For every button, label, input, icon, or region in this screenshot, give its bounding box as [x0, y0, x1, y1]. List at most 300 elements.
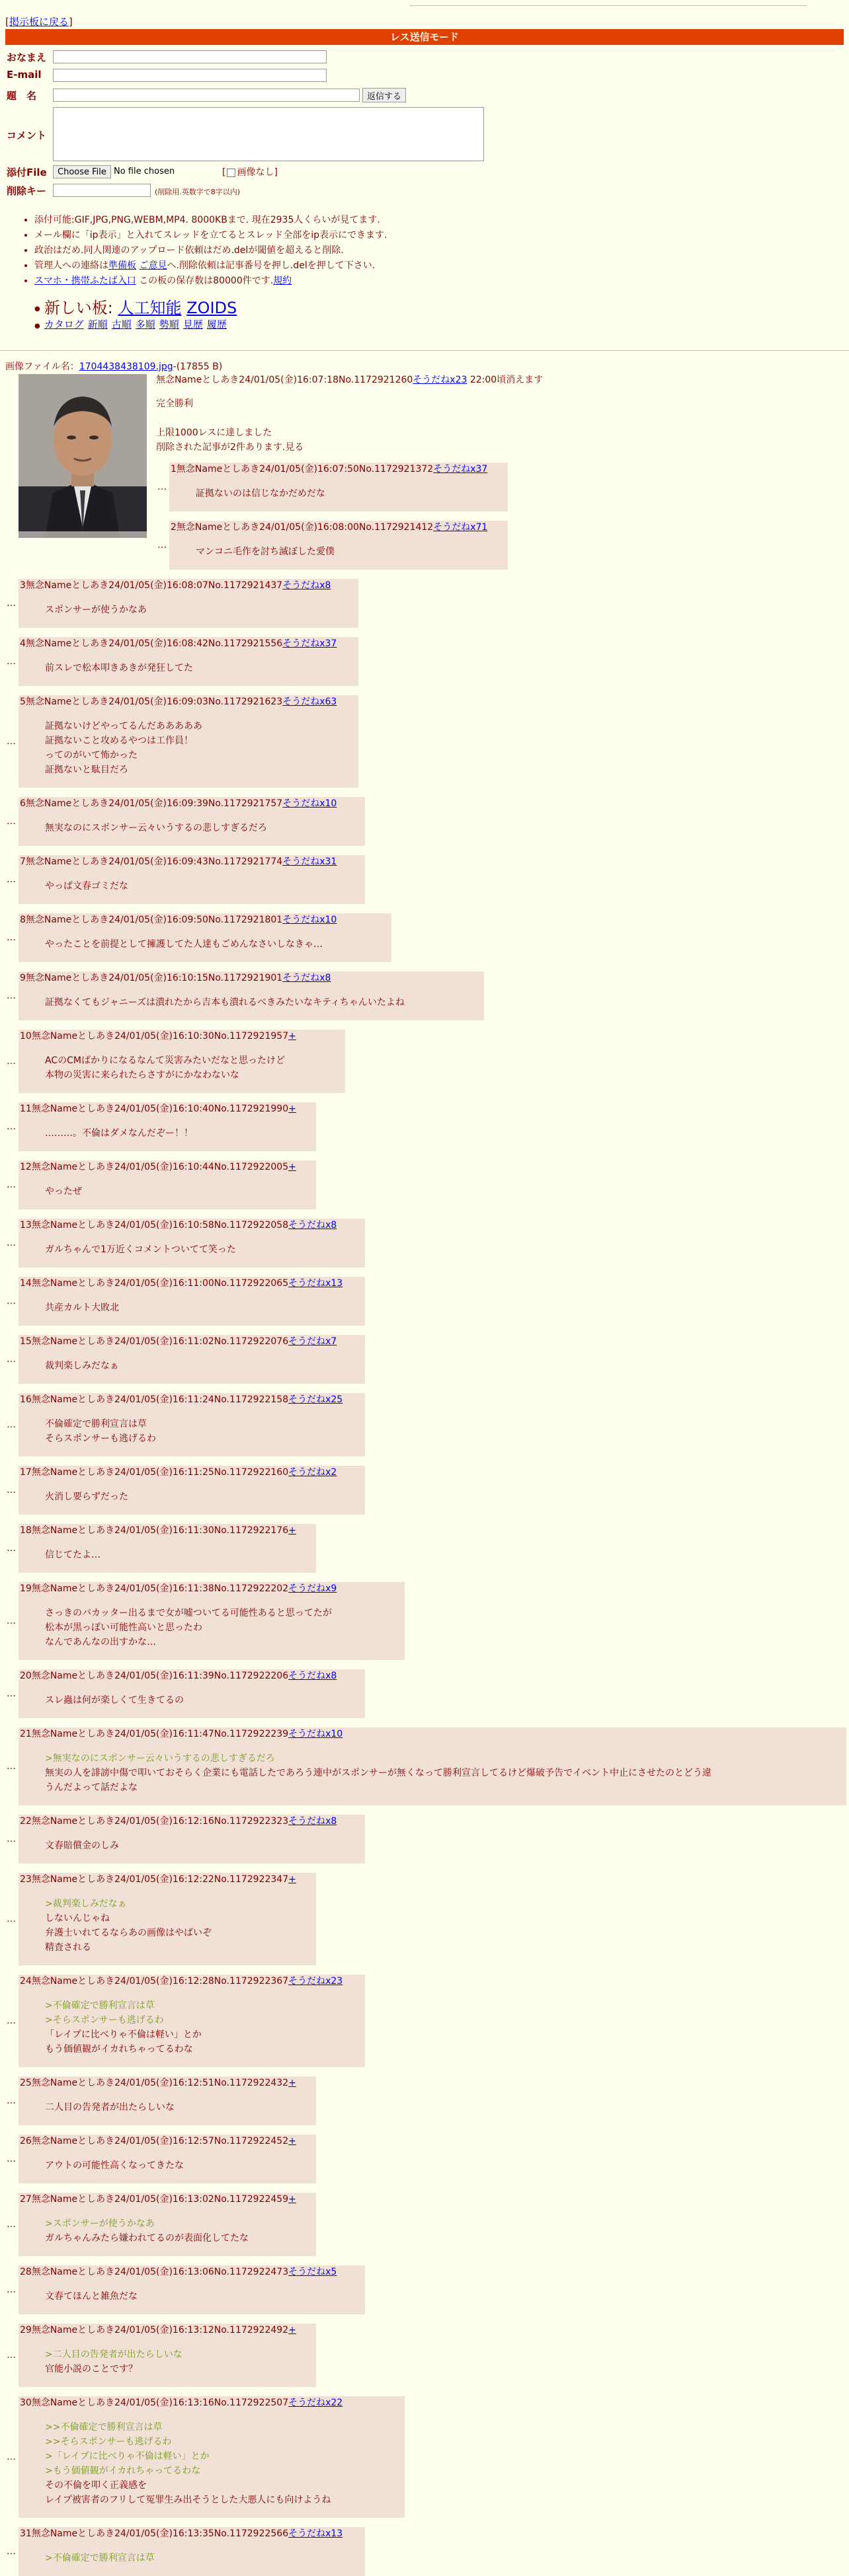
reply-header-text: 12無念Nameとしあき24/01/05(金)16:10:44No.1172922005: [20, 1162, 289, 1172]
reply-header-text: 13無念Nameとしあき24/01/05(金)16:10:58No.1172922058: [20, 1220, 289, 1231]
reply-line: 信じてたよ…: [45, 1550, 101, 1560]
reply-post: [19, 1727, 846, 1805]
reply-body: [19, 868, 365, 904]
reply-body: [19, 810, 365, 846]
reply-line: 官能小説のことです？: [45, 2364, 138, 2374]
reply-post: [19, 2076, 316, 2125]
reply-body: [19, 1828, 365, 1864]
delkey-input[interactable]: [53, 184, 151, 197]
reply-header-text: 27無念Nameとしあき24/01/05(金)16:13:02No.1172922459: [20, 2194, 289, 2205]
email-label: E-mail: [7, 69, 42, 81]
rule-text: へ.削除依頼は記事番号を押し.delを押して下さい.: [167, 260, 376, 271]
person-photo: [19, 374, 147, 538]
reply-post: [19, 1393, 365, 1457]
reply-line: >不倫確定で勝利宣言は草: [45, 2000, 155, 2011]
reply-body: [19, 2206, 316, 2256]
reply-header-text: 21無念Nameとしあき24/01/05(金)16:11:47No.1172922239: [20, 1729, 289, 1739]
new-board-zoids-link[interactable]: ZOIDS: [186, 299, 237, 317]
reply-header-text: 15無念Nameとしあき24/01/05(金)16:11:02No.1172922076: [20, 1336, 289, 1347]
reply-dots: …: [7, 2016, 16, 2026]
top-divider: [410, 5, 807, 6]
reply-body: [19, 2540, 365, 2576]
reply-line: >>不倫確定で勝利宣言は草: [45, 2422, 163, 2433]
reply-header-text: 6無念Nameとしあき24/01/05(金)16:09:39No.1172921757: [20, 798, 283, 809]
prep-board-link[interactable]: 準備板: [108, 260, 136, 271]
reply-dots: …: [7, 932, 16, 943]
reply-line: 証拠ないこと攻めるやつは工作員！: [45, 736, 193, 746]
reply-post: [19, 797, 365, 846]
reply-line: ………。不倫はダメなんだぞー！！: [45, 1128, 193, 1139]
op-body: [156, 397, 543, 455]
sort-many-link[interactable]: 多順: [135, 319, 155, 330]
reply-header: [19, 797, 365, 810]
sort-new-link[interactable]: 新順: [87, 319, 108, 330]
reply-line: >無実なのにスポンサー云々いうするの悲しすぎるだろ: [45, 1753, 275, 1764]
reply-body: [19, 927, 391, 962]
rule-item: • 添付可能:GIF,JPG,PNG,WEBM,MP4. 8000KBまで. 現在2935人くらいが見てます.: [34, 213, 387, 228]
reply-header: [19, 1030, 345, 1043]
reply-dots: …: [157, 540, 167, 550]
reply-body: [19, 1290, 365, 1326]
reply-line: ってのがいて怖かった: [45, 750, 138, 761]
reply-body: [19, 1116, 316, 1151]
reply-line: >不倫確定で勝利宣言は草: [45, 2553, 155, 2563]
reply-body: [19, 1988, 365, 2067]
reply-post: [19, 695, 358, 788]
reply-dots: …: [7, 2285, 16, 2295]
op-line: 上限1000レスに達しました: [156, 428, 272, 438]
reply-header: [19, 1160, 316, 1174]
reply-dots: …: [7, 736, 16, 747]
reply-line: >そらスポンサーも逃げるわ: [45, 2015, 164, 2026]
reply-line: 証拠ないけどやってるんだあああああ: [45, 721, 202, 732]
no-file-chosen: No file chosen: [114, 167, 175, 176]
reply-header: [19, 579, 358, 592]
reply-header-text: 24無念Nameとしあき24/01/05(金)16:12:28No.1172922367: [20, 1976, 289, 1987]
reply-dots: …: [157, 482, 167, 492]
reply-line: やったぜ: [45, 1186, 82, 1197]
reply-header: [19, 2135, 316, 2148]
name-input[interactable]: [53, 50, 327, 63]
reply-post: [19, 971, 484, 1020]
reply-header: [19, 1873, 316, 1886]
sodane-link[interactable]: そうだねx8: [288, 1220, 337, 1231]
reply-body: [19, 2409, 405, 2518]
reply-dots: …: [7, 2546, 16, 2557]
reply-line: もう価値観がイカれちゃってるわな: [45, 2044, 193, 2055]
reply-line: 精査される: [45, 1942, 91, 1953]
reply-dots: …: [7, 1180, 16, 1190]
op-expiry: 22:00頃消えます: [469, 375, 544, 385]
new-board-ai-link[interactable]: 人工知能: [118, 299, 182, 317]
reply-line: 無実の人を誹謗中傷で叩いておそらく企業にも電話したであろう連中がスポンサーが無くなって勝利宣言してるけど爆破予告でイベント中止にさせたのとどう違: [45, 1768, 711, 1778]
reply-body: [19, 2090, 316, 2125]
op-post: [156, 373, 543, 455]
sodane-link[interactable]: +: [288, 2194, 296, 2205]
reply-body: [19, 1232, 365, 1268]
reply-body: [19, 592, 358, 628]
reply-header: [19, 1582, 405, 1595]
reply-header-text: 29無念Nameとしあき24/01/05(金)16:13:12No.1172922492: [20, 2325, 289, 2335]
reply-line: その不倫を叩く正義感を: [45, 2480, 147, 2491]
reply-post: [19, 2193, 316, 2256]
reply-post: [169, 463, 508, 511]
sodane-link[interactable]: そうだねx8: [288, 1816, 337, 1827]
subject-label: 題 名: [7, 90, 37, 102]
sodane-link[interactable]: そうだねx10: [282, 915, 337, 925]
reply-line: 前スレで松本叩きあきが発狂してた: [45, 663, 193, 673]
sodane-link[interactable]: そうだねx31: [282, 856, 337, 867]
reply-line: 無実なのにスポンサー云々いうするの悲しすぎるだろ: [45, 823, 267, 833]
reply-line: 証拠なくてもジャニーズは潰れたから吉本も潰れるべきみたいなキティちゃんいたよね: [45, 997, 405, 1008]
reply-header: [19, 1335, 365, 1348]
comment-label: コメント: [7, 130, 47, 141]
sort-momentum-link[interactable]: 勢順: [159, 319, 179, 330]
reply-line: ガルちゃんで1万近くコメントついてて笑った: [45, 1244, 236, 1255]
reply-header: [19, 1466, 365, 1479]
reply-header: [19, 2076, 316, 2090]
reply-line: さっきのバカッター出るまで女が嘘ついてる可能性あると思ってたが: [45, 1608, 332, 1618]
reply-header-text: 22無念Nameとしあき24/01/05(金)16:12:16No.1172922323: [20, 1816, 289, 1827]
reply-header: [19, 855, 365, 868]
reply-dots: …: [7, 874, 16, 885]
history-link[interactable]: 履歴: [206, 319, 227, 330]
reply-body: [19, 1741, 846, 1805]
reply-header: [19, 2324, 316, 2337]
reply-header-text: 1無念Nameとしあき24/01/05(金)16:07:50No.1172921372: [171, 464, 434, 474]
reply-post: [19, 579, 358, 628]
rule-text: この板の保存数は80000件です.: [136, 276, 274, 286]
sodane-link[interactable]: そうだねx13: [288, 2528, 343, 2539]
reply-post: [19, 1466, 365, 1515]
board-rules: [20, 213, 387, 289]
sodane-link[interactable]: そうだねx13: [288, 1278, 343, 1289]
reply-body: [19, 1348, 365, 1384]
reply-body: [19, 650, 358, 686]
reply-line: やったことを前提として擁護してた人達もごめんなさいしなきゃ…: [45, 939, 323, 950]
reply-post: [19, 1873, 316, 1965]
sodane-link[interactable]: そうだねx63: [282, 697, 337, 707]
no-image-text: 画像なし]: [237, 167, 278, 178]
reply-line: アウトの可能性高くなってきたな: [45, 2160, 184, 2171]
sodane-link[interactable]: +: [288, 1031, 296, 1042]
sodane-link[interactable]: そうだねx5: [288, 2267, 337, 2277]
reply-post: [19, 1975, 365, 2067]
reply-line: >>そらスポンサーも逃げるわ: [45, 2437, 172, 2447]
reply-header: [19, 1975, 365, 1988]
reply-line: うんだよって話だよな: [45, 1782, 138, 1793]
reply-body: [19, 2337, 316, 2387]
reply-dots: …: [7, 598, 16, 609]
reply-line: 証拠ないと駄目だろ: [45, 765, 128, 775]
reply-mode-bar: レス送信モード: [5, 29, 844, 45]
sodane-link[interactable]: そうだねx10: [282, 798, 337, 809]
reply-line: 文春てほんと雑魚だな: [45, 2291, 138, 2302]
reply-header: [19, 1669, 365, 1683]
catalog-links: ● カタログ 新順 古順 多順 勢順 見歴 履歴: [34, 319, 227, 330]
reply-dots: …: [7, 1121, 16, 1132]
new-boards: ● 新しい板: 人工知能 ZOIDS: [34, 299, 237, 317]
rule-text: 管理人への連絡は: [34, 260, 108, 271]
reply-dots: …: [7, 1914, 16, 1924]
sodane-link[interactable]: そうだねx8: [288, 1671, 337, 1681]
sodane-link[interactable]: +: [288, 2136, 296, 2146]
sort-old-link[interactable]: 古順: [111, 319, 132, 330]
feedback-link[interactable]: ご意見: [139, 260, 167, 271]
section-divider: [0, 350, 849, 351]
reply-dots: …: [7, 1543, 16, 1554]
reply-header-text: 30無念Nameとしあき24/01/05(金)16:13:16No.1172922507: [20, 2398, 289, 2408]
reply-line: マンコニ毛作を討ち滅ぼした愛僕: [196, 547, 335, 557]
reply-body: [19, 1406, 365, 1457]
reply-post: [19, 637, 358, 686]
reply-dots: …: [7, 1485, 16, 1496]
reply-header-text: 23無念Nameとしあき24/01/05(金)16:12:22No.1172922347: [20, 1874, 289, 1885]
reply-dots: …: [7, 991, 16, 1001]
back-bracket-open: [: [5, 16, 9, 28]
reply-post: [19, 1160, 316, 1209]
file-label: 添付File: [7, 167, 47, 178]
reply-body: [19, 2148, 316, 2183]
rule-item: [34, 258, 387, 274]
submit-reply-button[interactable]: 返信する: [362, 88, 406, 102]
reply-header: [19, 1277, 365, 1290]
sodane-link[interactable]: +: [288, 1525, 296, 1536]
reply-line: 松本が黒っぽい可能性高いと思ったわ: [45, 1622, 202, 1633]
reply-post: [19, 2265, 365, 2314]
new-boards-label: 新しい板:: [44, 299, 113, 317]
reply-post: [19, 2527, 365, 2576]
sodane-link[interactable]: そうだねx37: [433, 464, 488, 474]
reply-dots: …: [7, 1354, 16, 1365]
reply-post: [169, 521, 508, 570]
sodane-link[interactable]: そうだねx71: [433, 522, 488, 533]
view-history-link[interactable]: 見歴: [182, 319, 203, 330]
reply-header-text: 7無念Nameとしあき24/01/05(金)16:09:43No.1172921774: [20, 856, 283, 867]
reply-line: ガルちゃんみたら嫌われてるのが表面化してたな: [45, 2233, 249, 2244]
email-input[interactable]: [53, 69, 327, 82]
reply-post: [19, 2324, 316, 2387]
choose-file-button[interactable]: Choose File: [53, 165, 111, 178]
op-sodane-link[interactable]: そうだねx23: [413, 375, 467, 385]
reply-header: [19, 1727, 846, 1741]
reply-dots: …: [7, 816, 16, 827]
reply-header-text: 19無念Nameとしあき24/01/05(金)16:11:38No.1172922202: [20, 1583, 289, 1594]
reply-header-text: 25無念Nameとしあき24/01/05(金)16:12:51No.1172922432: [20, 2078, 289, 2088]
reply-header-text: 17無念Nameとしあき24/01/05(金)16:11:25No.1172922160: [20, 1467, 289, 1478]
reply-header-text: 26無念Nameとしあき24/01/05(金)16:12:57No.1172922452: [20, 2136, 289, 2146]
reply-dots: …: [7, 1688, 16, 1699]
reply-line: ACのCMばかりになるなんて災害みたいだなと思ったけど: [45, 1055, 285, 1066]
reply-header-text: 8無念Nameとしあき24/01/05(金)16:09:50No.1172921801: [20, 915, 283, 925]
sodane-link[interactable]: +: [288, 2325, 296, 2335]
reply-header: [19, 1815, 365, 1828]
sodane-link[interactable]: そうだねx8: [282, 580, 331, 591]
reply-dots: …: [7, 2350, 16, 2361]
reply-dots: …: [7, 1616, 16, 1626]
rule-item: • メール欄に「ip表示」と入れてスレッドを立てるとスレッド全部をip表示にできます.: [34, 228, 387, 243]
sodane-link[interactable]: そうだねx7: [288, 1336, 337, 1347]
no-image-checkbox[interactable]: [227, 169, 235, 177]
reply-body: [19, 1043, 345, 1093]
back-bracket-close: ]: [68, 16, 73, 28]
reply-line: >二人目の告発者が出たらしいな: [45, 2349, 182, 2360]
sodane-link[interactable]: そうだねx22: [288, 2398, 343, 2408]
reply-body: [169, 476, 508, 511]
op-line: 完全勝利: [156, 398, 193, 409]
reply-body: [19, 708, 358, 788]
reply-post: [19, 1524, 316, 1573]
reply-line: 本物の災害に来られたらさすがにかなわないな: [45, 1070, 239, 1080]
image-file-info: [5, 360, 222, 373]
reply-header: [19, 2396, 405, 2409]
reply-line: 弁護士いれてるならあの画像はやばいぞ: [45, 1928, 212, 1938]
reply-dots: …: [7, 1056, 16, 1067]
reply-header-text: 20無念Nameとしあき24/01/05(金)16:11:39No.1172922206: [20, 1671, 289, 1681]
reply-post: [19, 1582, 405, 1660]
reply-body: [19, 1595, 405, 1660]
reply-post: [19, 913, 391, 962]
reply-header: [169, 463, 508, 476]
sodane-link[interactable]: そうだねx37: [282, 638, 337, 649]
sodane-link[interactable]: そうだねx2: [288, 1467, 337, 1478]
rule-item: [34, 274, 387, 289]
terms-link[interactable]: 規約: [273, 276, 292, 286]
no-image-bracket: [: [222, 167, 226, 178]
delkey-note: (削除用.英数字で8字以内): [155, 188, 241, 196]
back-to-board-link[interactable]: 掲示板に戻る: [9, 16, 69, 28]
rule-item: • 政治はだめ.同人関連のアップロード依頼はだめ.delが閾値を超えると削除.: [34, 243, 387, 258]
reply-header-text: 10無念Nameとしあき24/01/05(金)16:10:30No.1172921957: [20, 1031, 289, 1042]
sodane-link[interactable]: そうだねx23: [288, 1976, 343, 1987]
reply-header: [169, 521, 508, 534]
no-image-option: [222, 165, 278, 178]
reply-line: 文春賠償金のしみ: [45, 1840, 119, 1851]
reply-line: >裁判楽しみだなぁ: [45, 1899, 127, 1909]
reply-header-text: 11無念Nameとしあき24/01/05(金)16:10:40No.1172921990: [20, 1104, 289, 1114]
reply-header-text: 18無念Nameとしあき24/01/05(金)16:11:30No.1172922176: [20, 1525, 289, 1536]
reply-line: なんであんなの出すかな…: [45, 1637, 156, 1648]
reply-body: [19, 1174, 316, 1209]
sodane-link[interactable]: そうだねx8: [282, 973, 331, 983]
reply-line: 証拠ないのは信じなかだめだな: [196, 488, 325, 499]
reply-dots: …: [7, 1420, 16, 1430]
reply-header: [19, 1219, 365, 1232]
reply-body: [169, 534, 508, 570]
image-file-link[interactable]: 1704438438109.jpg: [79, 361, 173, 372]
reply-header: [19, 971, 484, 985]
reply-header: [19, 2265, 365, 2279]
reply-line: 裁判楽しみだなぁ: [45, 1361, 119, 1371]
name-label: おなまえ: [7, 52, 47, 63]
delkey-label: 削除キー: [7, 185, 47, 197]
reply-post: [19, 1277, 365, 1326]
reply-header: [19, 2527, 365, 2540]
reply-header-text: 4無念Nameとしあき24/01/05(金)16:08:42No.1172921556: [20, 638, 283, 649]
reply-header-text: 31無念Nameとしあき24/01/05(金)16:13:35No.1172922566: [20, 2528, 289, 2539]
reply-dots: …: [7, 1296, 16, 1307]
reply-dots: …: [7, 2096, 16, 2106]
reply-body: [19, 985, 484, 1020]
reply-post: [19, 1669, 365, 1718]
reply-dots: …: [7, 1238, 16, 1248]
reply-header: [19, 1102, 316, 1116]
sodane-link[interactable]: そうだねx9: [288, 1583, 337, 1594]
reply-post: [19, 1335, 365, 1384]
reply-dots: …: [7, 1834, 16, 1844]
reply-header-text: 5無念Nameとしあき24/01/05(金)16:09:03No.1172921623: [20, 697, 283, 707]
reply-header: [19, 1524, 316, 1537]
sodane-link[interactable]: そうだねx10: [288, 1729, 343, 1739]
reply-line: >もう価値観がイカれちゃってるわな: [45, 2466, 201, 2476]
reply-post: [19, 1030, 345, 1093]
op-thumbnail[interactable]: [19, 374, 147, 538]
subject-input[interactable]: [53, 89, 360, 102]
reply-line: >「レイプに比べりゃ不倫は軽い」とか: [45, 2451, 210, 2462]
reply-line: そらスポンサーも逃げるわ: [45, 1433, 156, 1444]
catalog-link[interactable]: カタログ: [44, 319, 84, 330]
reply-post: [19, 1815, 365, 1864]
back-to-board: [5, 15, 73, 28]
sodane-link[interactable]: +: [288, 1162, 296, 1172]
reply-line: スポンサーが使うかなあ: [45, 605, 147, 615]
op-header: [156, 373, 543, 387]
reply-line: レイプ被害者のフリして冤罪生み出そうとした大悪人にも向けようね: [45, 2495, 331, 2505]
reply-line: 火消し要らずだった: [45, 1492, 128, 1502]
reply-dots: …: [7, 656, 16, 667]
comment-textarea[interactable]: [53, 107, 484, 161]
reply-header: [19, 637, 358, 650]
reply-header-text: 9無念Nameとしあき24/01/05(金)16:10:15No.1172921901: [20, 973, 283, 983]
reply-dots: …: [7, 2219, 16, 2230]
reply-dots: …: [7, 1761, 16, 1772]
reply-header: [19, 695, 358, 708]
reply-dots: …: [7, 2154, 16, 2164]
op-line: 削除された記事が2件あります.見る: [156, 442, 304, 453]
sodane-link[interactable]: +: [288, 1104, 296, 1114]
reply-header-text: 14無念Nameとしあき24/01/05(金)16:11:00No.1172922065: [20, 1278, 289, 1289]
reply-post: [19, 2135, 316, 2183]
reply-line: 共産カルト大敗北: [45, 1303, 119, 1313]
reply-post: [19, 2396, 405, 2518]
reply-post: [19, 1102, 316, 1151]
image-file-label: 画像ファイル名：: [5, 361, 79, 372]
reply-body: [19, 1537, 316, 1573]
reply-line: しないんじゃね: [45, 1913, 110, 1924]
reply-header-text: 2無念Nameとしあき24/01/05(金)16:08:00No.1172921412: [171, 522, 434, 533]
mobile-entry-link[interactable]: スマホ・携帯ふたば入口: [34, 276, 136, 286]
reply-line: 二人目の告発者が出たらしいな: [45, 2102, 175, 2113]
reply-line: やっぱ文春ゴミだな: [45, 881, 128, 891]
sodane-link[interactable]: +: [288, 2078, 296, 2088]
sodane-link[interactable]: そうだねx25: [288, 1394, 343, 1405]
reply-body: [19, 2279, 365, 2314]
sodane-link[interactable]: +: [288, 1874, 296, 1885]
reply-line: スレ蟲は何が楽しくて生きてるの: [45, 1695, 184, 1706]
reply-header-text: 28無念Nameとしあき24/01/05(金)16:13:06No.1172922473: [20, 2267, 289, 2277]
reply-header: [19, 2193, 316, 2206]
reply-header: [19, 913, 391, 927]
reply-body: [19, 1886, 316, 1965]
reply-body: [19, 1479, 365, 1515]
reply-post: [19, 855, 365, 904]
reply-line: 不倫確定で勝利宣言は草: [45, 1419, 147, 1429]
reply-header: [19, 1393, 365, 1406]
reply-body: [19, 1683, 365, 1718]
reply-line: 「レイプに比べりゃ不倫は軽い」とか: [45, 2029, 202, 2040]
reply-dots: …: [7, 2452, 16, 2462]
op-header-text: 無念Nameとしあき24/01/05(金)16:07:18No.1172921260: [156, 375, 413, 385]
